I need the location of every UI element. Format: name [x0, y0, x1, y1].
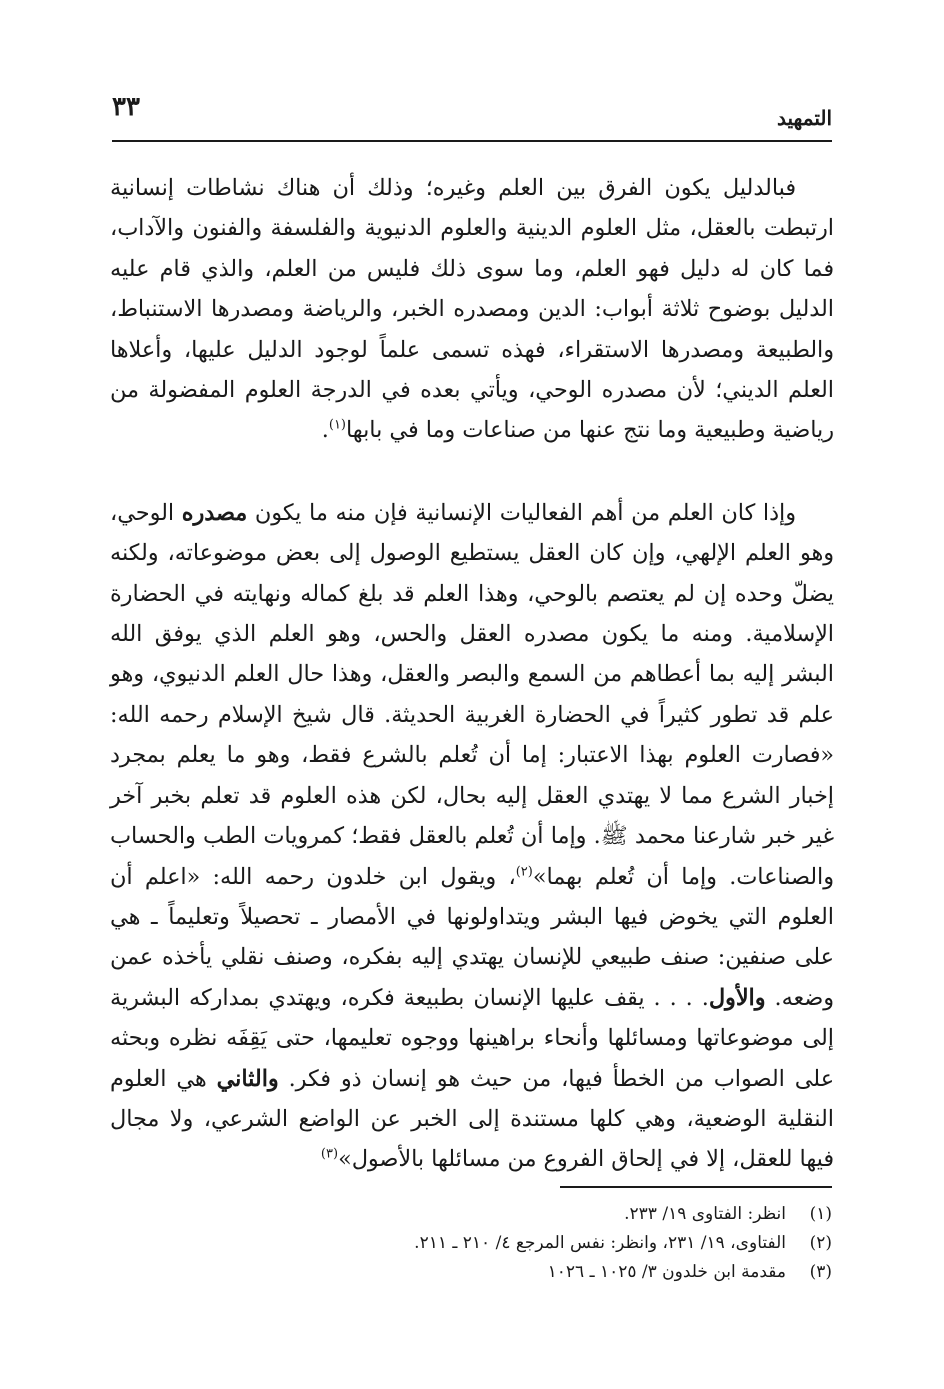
- page-number: ٣٣: [112, 92, 140, 122]
- footnote-ref-1: (١): [328, 418, 346, 434]
- footnote-1-number: (١): [809, 1204, 832, 1224]
- paragraph-1-text: فبالدليل يكون الفرق بين العلم وغيره؛ وذلك أن هناك نشاطات إنسانية ارتبطت بالعقل، مثل العلوم الدينية والعلوم الدنيوية والفلسفة والفنون والآداب، فما كان له دليل فهو العلم، وما سوى ذلك فليس من العلم، والذي قام عليه الدليل بوضوح ثلاثة أبواب: الدين ومصدره الخبر، والرياضة ومصدرها الاستنباط، والطبيعة ومصدرها الاستقراء، فهذه تسمى علماً لوجود الدليل عليها، وأعلاها العلم الديني؛ لأن مصدره الوحي، ويأتي بعده في الدرجة العلوم المفضولة من رياضية وطبيعية وما نتج عنها من صناعات وما في بابها: [110, 175, 834, 444]
- bold-term-al-awwal: والأول: [708, 984, 766, 1011]
- bold-term-al-thani: والثاني: [216, 1065, 279, 1092]
- footnotes: [112, 1200, 832, 1287]
- paragraph-1: [110, 168, 834, 451]
- footnote-divider: [560, 1186, 832, 1188]
- paragraph-2-part-2: الوحي، وهو العلم الإلهي، وإن كان العقل يستطيع الوصول إلى بعض موضوعاته، ولكنه يضلّ وحده إن لم يعتصم بالوحي، وهذا العلم قد بلغ كماله ونهايته في الحضارة الإسلامية. ومنه ما يكون مصدره العقل والحس، وهو العلم الذي يوفق الله البشر إليه بما أعطاهم من السمع والبصر والعقل، وهذا حال العلم الدنيوي، وهو علم قد تطور كثيراً في الحضارة الغربية الحديثة. قال شيخ الإسلام رحمه الله: «فصارت العلوم بهذا الاعتبار: إما أن تُعلم بالشرع فقط، وهو ما يعلم بمجرد إخبار الشرع مما لا يهتدي العقل إليه بحال، لكن هذه العلوم قد تعلم بخبر آخر غير خبر شارعنا محمد ﷺ. وإما أن تُعلم بالعقل فقط؛ كمرويات الطب والحساب والصناعات. وإما أن تُعلم بهما»: [110, 499, 834, 890]
- footnote-1: [112, 1200, 832, 1229]
- bold-term-masdaruhu: مصدره: [181, 499, 248, 526]
- footnote-ref-2: (٢): [515, 864, 533, 880]
- footnote-ref-3: (٣): [320, 1146, 339, 1162]
- paragraph-2-part-1: وإذا كان العلم من أهم الفعاليات الإنسانية فإن منه ما يكون: [247, 499, 796, 526]
- paragraph-2-part-4: . . . . يقف عليها الإنسان بطبيعة فكره، ويهتدي بمداركه البشرية إلى موضوعاتها ومسائلها وأنحاء براهينها ووجوه تعليمها، حتى يَقِفَه نظره وبحثه على الصواب من الخطأ فيها، من حيث هو إنسان ذو فكر.: [110, 984, 834, 1092]
- footnote-3-number: (٣): [809, 1262, 832, 1282]
- footnote-2-text: الفتاوى، ١٩/ ٢٣١، وانظر: نفس المرجع ٤/ ٢١٠ ـ ٢١١.: [414, 1233, 786, 1253]
- footnote-1-text: انظر: الفتاوى ١٩/ ٢٣٣.: [624, 1204, 786, 1224]
- paragraph-1-end: .: [321, 417, 329, 444]
- main-text: [110, 168, 834, 1180]
- paragraph-2: [110, 493, 834, 1180]
- footnote-2: [112, 1229, 832, 1258]
- page-header: [112, 92, 832, 142]
- running-title: التمهيد: [777, 106, 832, 130]
- footnote-3-text: مقدمة ابن خلدون ٣/ ١٠٢٥ ـ ١٠٢٦: [547, 1262, 786, 1282]
- footnote-2-number: (٢): [809, 1233, 832, 1253]
- paragraph-2-part-5: هي العلوم النقلية الوضعية، وهي كلها مستندة إلى الخبر عن الواضع الشرعي، ولا مجال فيها للعقل، إلا في إلحاق الفروع من مسائلها بالأصول»: [110, 1065, 834, 1173]
- footnote-3: [112, 1258, 832, 1287]
- paragraph-2-part-3: ، ويقول ابن خلدون رحمه الله: «اعلم أن العلوم التي يخوض فيها البشر ويتداولونها في الأمصار ـ تحصيلاً وتعليماً ـ هي على صنفين: صنف طبيعي للإنسان يهتدي إليه بفكره، وصنف نقلي يأخذه عمن وضعه.: [110, 863, 835, 1011]
